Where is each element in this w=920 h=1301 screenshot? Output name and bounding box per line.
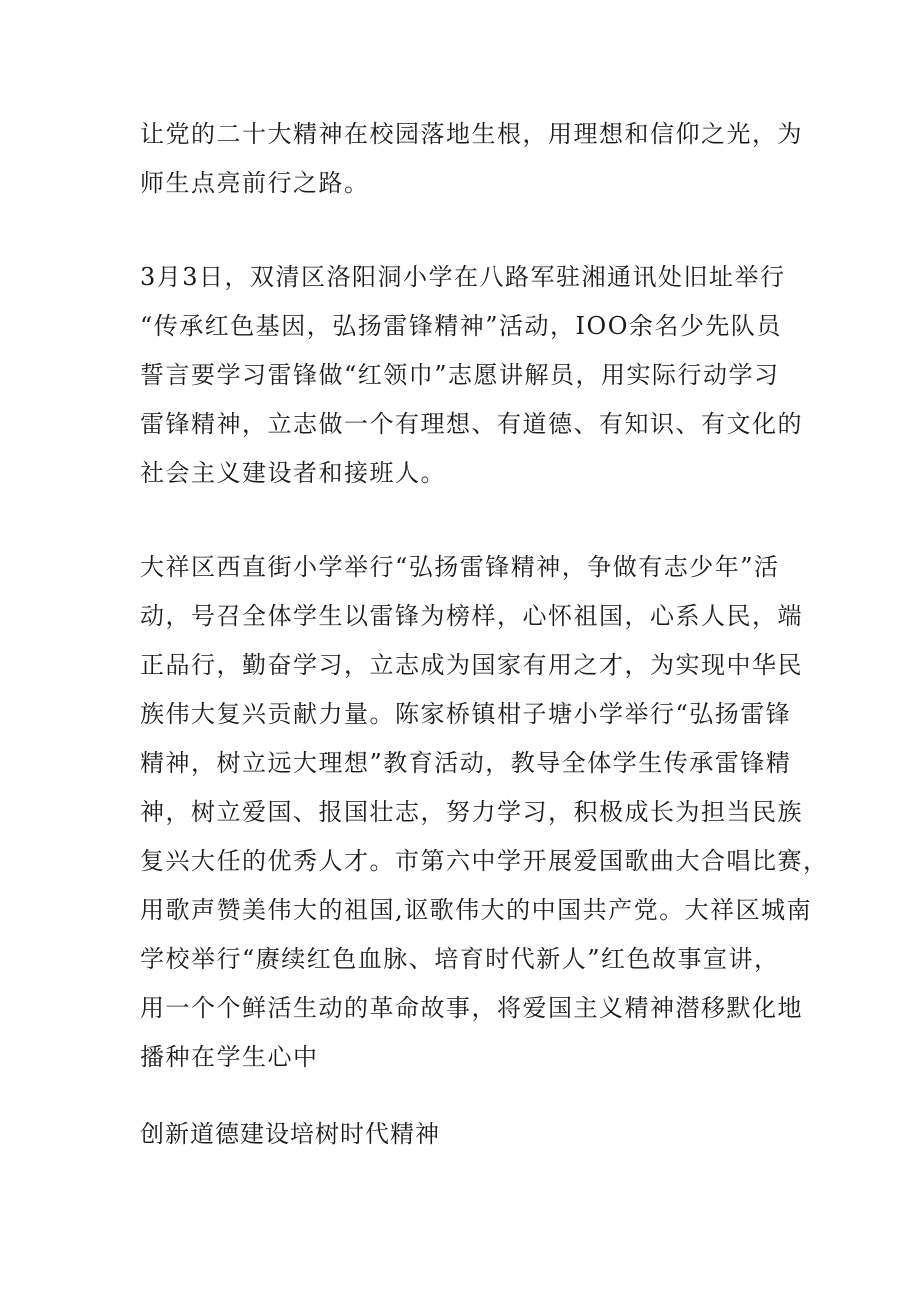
text-line: 学校举行“赓续红色血脉、培育时代新人”红色故事宣讲， xyxy=(140,945,780,973)
text-line: 动，号召全体学生以雷锋为榜样，心怀祖国，心系人民，端 xyxy=(140,602,803,630)
text-line: “传承红色基因，弘扬雷锋精神”活动，IOO余名少先队员 xyxy=(140,312,782,340)
text-line: 社会主义建设者和接班人。 xyxy=(140,459,446,487)
text-line: 师生点亮前行之路。 xyxy=(140,169,370,197)
text-line: 神，树立爱国、报国壮志，努力学习，积极成长为担当民族 xyxy=(140,798,803,826)
text-line: 3月3日，双清区洛阳洞小学在八路军驻湘通讯处旧址举行 xyxy=(140,263,786,291)
text-line: 让党的二十大精神在校园落地生根，用理想和信仰之光，为 xyxy=(140,120,803,148)
text-line: 族伟大复兴贡献力量。陈家桥镇柑子塘小学举行“弘扬雷锋 xyxy=(140,700,792,728)
text-line: 精神，树立远大理想”教育活动，教导全体学生传承雷锋精 xyxy=(140,749,792,777)
text-line: 用歌声赞美伟大的祖国,讴歌伟大的中国共产党。大祥区城南 xyxy=(140,896,813,924)
paragraph-intro-closing xyxy=(140,110,803,208)
text-line: 雷锋精神，立志做一个有理想、有道德、有知识、有文化的 xyxy=(140,410,803,438)
text-line: 复兴大任的优秀人才。市第六中学开展爱国歌曲大合唱比赛， xyxy=(140,847,829,875)
text-line: 用一个个鲜活生动的革命故事，将爱国主义精神潜移默化地 xyxy=(140,994,803,1022)
text-line: 播种在学生心中 xyxy=(140,1043,319,1071)
text-line: 誓言要学习雷锋做“红领巾”志愿讲解员，用实际行动学习 xyxy=(140,361,780,389)
text-line: 大祥区西直街小学举行“弘扬雷锋精神，争做有志少年”活 xyxy=(140,553,780,581)
section-heading xyxy=(140,1110,790,1159)
paragraph-daxiang-district-activities xyxy=(140,543,829,1082)
paragraph-luoyangdong-school xyxy=(140,253,803,498)
heading-text: 创新道德建设培树时代精神 xyxy=(140,1120,440,1148)
text-line: 正品行，勤奋学习，立志成为国家有用之才，为实现中华民 xyxy=(140,651,803,679)
